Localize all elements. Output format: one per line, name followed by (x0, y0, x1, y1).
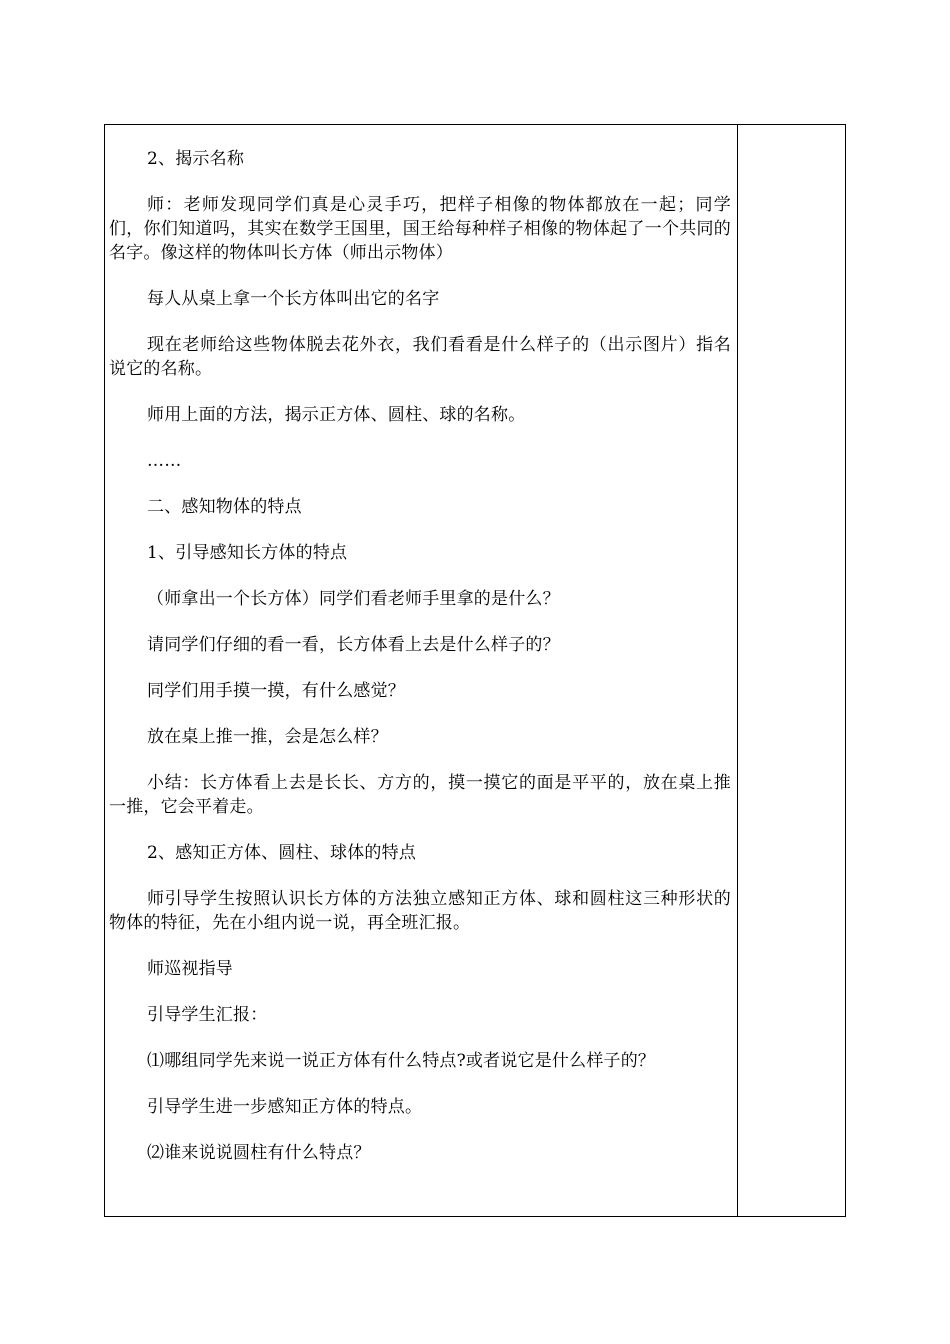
paragraph-cuboid-question-4: 放在桌上推一推，会是怎么样？ (147, 727, 388, 747)
paragraph-report-guidance: 引导学生汇报： (147, 1005, 268, 1025)
paragraph-ellipsis: …… (147, 451, 182, 471)
paragraph-teacher-intro: 师：老师发现同学们真是心灵手巧，把样子相像的物体都放在一起；同学们，你们知道吗，其实在数学王国里，国王给每种样子相像的物体起了一个共同的名字。像这样的物体叫长方体（师出示物体） (109, 195, 731, 263)
paragraph-cube-question: ⑴哪组同学先来说一说正方体有什么特点?或者说它是什么样子的？ (147, 1051, 656, 1071)
paragraph-cuboid-question-3: 同学们用手摸一摸，有什么感觉？ (147, 681, 405, 701)
paragraph-independent-exploration: 师引导学生按照认识长方体的方法独立感知正方体、球和圆柱这三种形状的物体的特征，先在小组内说一说，再全班汇报。 (109, 889, 731, 933)
paragraph-student-activity: 每人从桌上拿一个长方体叫出它的名字 (147, 289, 440, 309)
paragraph-other-shapes-heading: 2、感知正方体、圆柱、球体的特点 (147, 843, 417, 863)
paragraph-section-heading: 2、揭示名称 (147, 149, 245, 169)
paragraph-cuboid-summary: 小结：长方体看上去是长长、方方的，摸一摸它的面是平平的，放在桌上推一推，它会平着走。 (109, 773, 731, 817)
lesson-plan-table (104, 124, 846, 1217)
paragraph-teacher-guidance: 师巡视指导 (147, 959, 233, 979)
lesson-content-cell (109, 147, 731, 1187)
paragraph-show-pictures: 现在老师给这些物体脱去花外衣，我们看看是什么样子的（出示图片）指名说它的名称。 (109, 335, 731, 379)
paragraph-cuboid-question-2: 请同学们仔细的看一看，长方体看上去是什么样子的？ (147, 635, 560, 655)
notes-cell (738, 125, 845, 1216)
paragraph-cuboid-heading: 1、引导感知长方体的特点 (147, 543, 348, 563)
paragraph-cuboid-question-1: （师拿出一个长方体）同学们看老师手里拿的是什么？ (147, 589, 560, 609)
paragraph-section-two-heading: 二、感知物体的特点 (147, 497, 302, 517)
paragraph-cube-followup: 引导学生进一步感知正方体的特点。 (147, 1097, 423, 1117)
paragraph-reveal-names: 师用上面的方法，揭示正方体、圆柱、球的名称。 (147, 405, 526, 425)
paragraph-cylinder-question: ⑵谁来说说圆柱有什么特点？ (147, 1143, 371, 1163)
